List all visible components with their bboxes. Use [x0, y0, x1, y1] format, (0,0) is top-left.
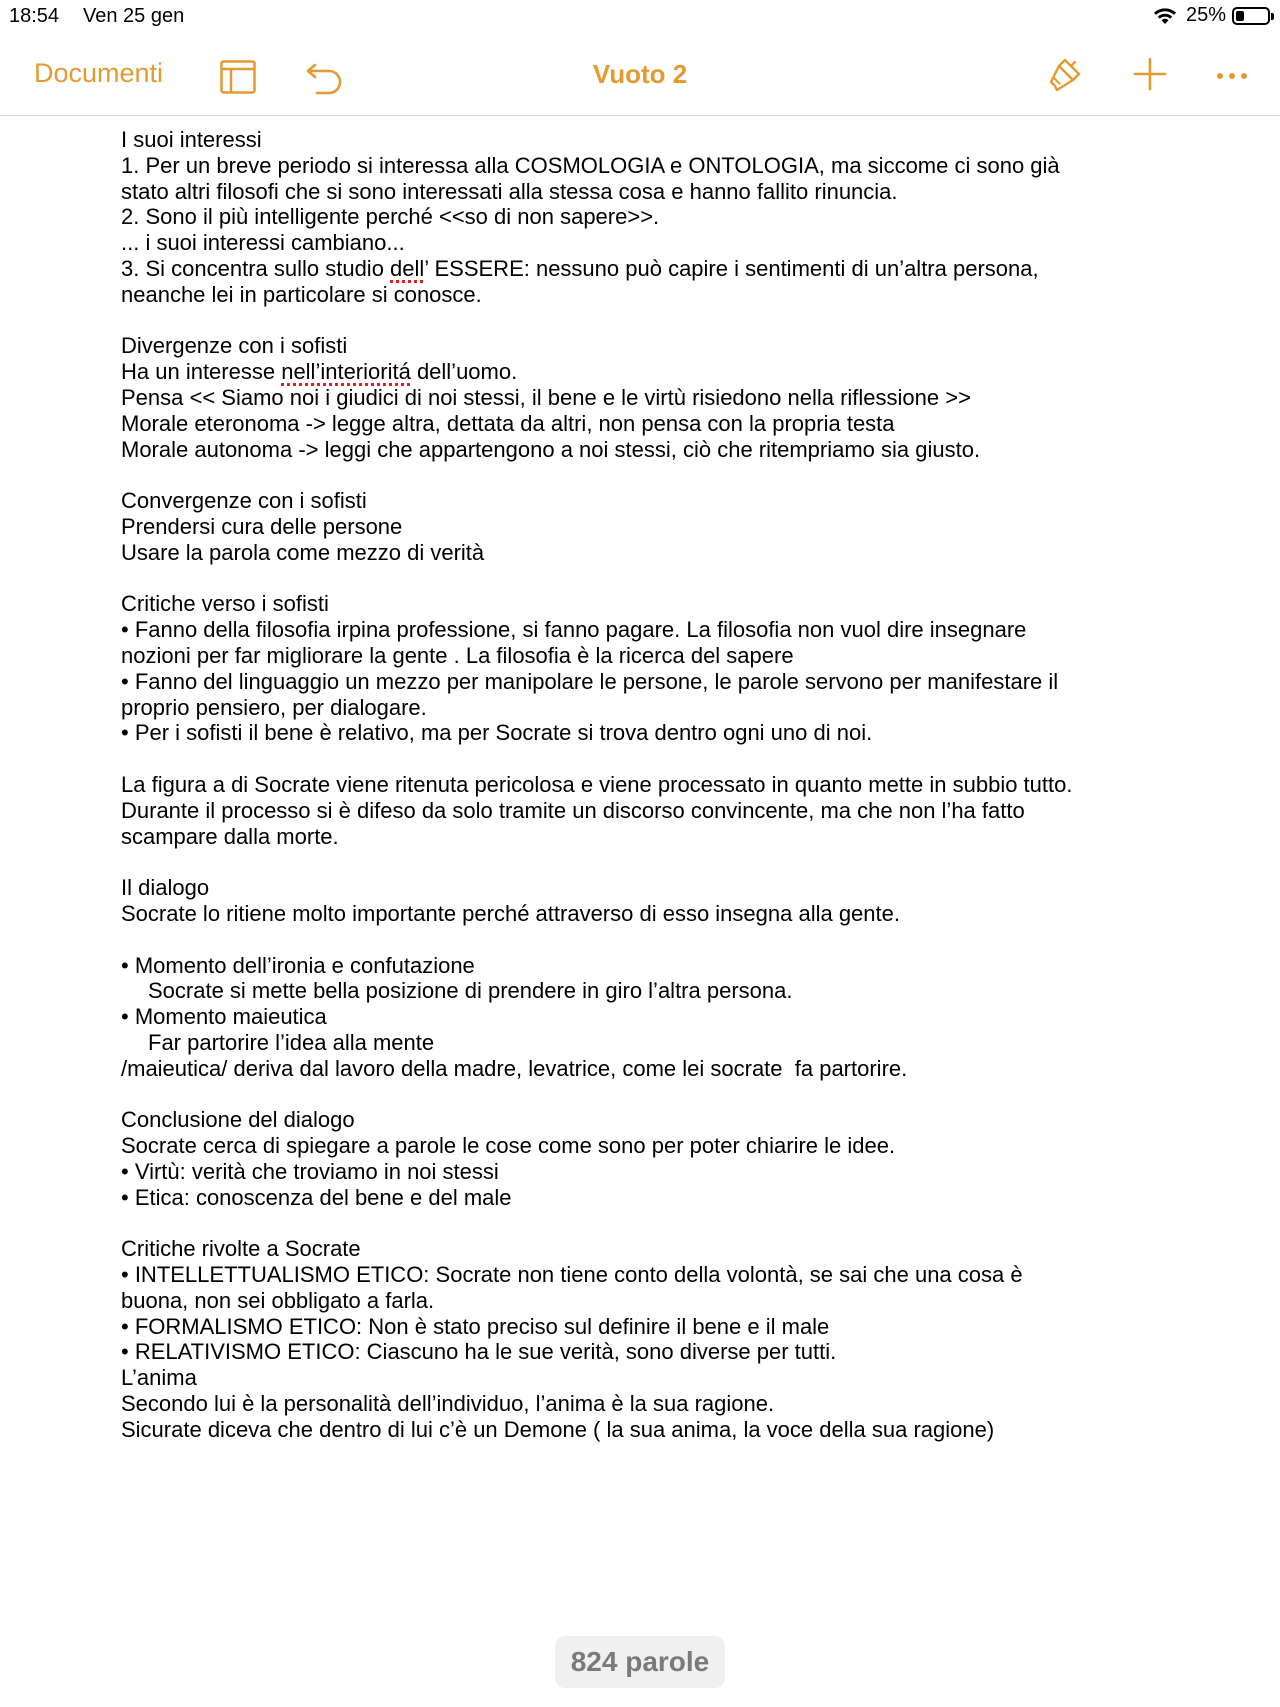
- status-date: Ven 25 gen: [83, 5, 185, 27]
- document-line: • INTELLETTUALISMO ETICO: Socrate non tiene conto della volontà, se sai che una cosa è: [121, 1262, 1023, 1288]
- format-brush-icon[interactable]: [1045, 56, 1085, 96]
- document-line: 3. Si concentra sullo studio dell’ ESSERE: nessuno può capire i sentimenti di un’altra persona,: [121, 255, 1039, 281]
- blank-line: [121, 1210, 1181, 1236]
- blank-line: [121, 566, 1181, 592]
- more-icon[interactable]: [1214, 58, 1250, 94]
- misspelled-word[interactable]: nell’interioritá: [281, 359, 411, 385]
- document-line: Critiche rivolte a Socrate: [121, 1236, 361, 1262]
- undo-icon[interactable]: [305, 59, 345, 95]
- document-line: • Fanno della filosofia irpina professione, si fanno pagare. La filosofia non vuol dire insegnare: [121, 617, 1027, 643]
- status-time: 18:54: [9, 5, 60, 27]
- blank-line: [121, 1081, 1181, 1107]
- document-line: Morale autonoma -> leggi che appartengono a noi stessi, ciò che ritempriamo sia giusto.: [121, 436, 981, 462]
- document-line: Divergenze con i sofisti: [121, 333, 348, 359]
- document-line: proprio pensiero, per dialogare.: [121, 694, 427, 720]
- document-line: Pensa << Siamo noi i giudici di noi stessi, il bene e le virtù risiedono nella riflessione >>: [121, 384, 971, 410]
- document-line: • Momento dell’ironia e confutazione: [121, 952, 475, 978]
- misspelled-word[interactable]: dell: [390, 255, 425, 281]
- blank-line: [121, 849, 1181, 875]
- blank-line: [121, 462, 1181, 488]
- document-line: • Etica: conoscenza del bene e del male: [121, 1184, 512, 1210]
- document-line: Il dialogo: [121, 875, 210, 901]
- document-line: La figura a di Socrate viene ritenuta pericolosa e viene processato in quanto mette in subbio tutto.: [121, 771, 1073, 797]
- document-line: ... i suoi interessi cambiano...: [121, 230, 405, 256]
- document-line: scampare dalla morte.: [121, 823, 339, 849]
- document-line: • Fanno del linguaggio un mezzo per manipolare le persone, le parole servono per manifestare il: [121, 668, 1059, 694]
- document-line: • Virtù: verità che troviamo in noi stessi: [121, 1158, 499, 1184]
- document-line: • FORMALISMO ETICO: Non è stato preciso sul definire il bene e il male: [121, 1313, 830, 1339]
- document-line: L’anima: [121, 1365, 197, 1391]
- document-line: • Per i sofisti il bene è relativo, ma per Socrate si trova dentro ogni uno di noi.: [121, 720, 873, 746]
- blank-line: [121, 746, 1181, 772]
- document-line: 2. Sono il più intelligente perché <<so di non sapere>>.: [121, 204, 660, 230]
- documents-button[interactable]: Documenti: [34, 58, 164, 88]
- document-body[interactable]: [121, 127, 1181, 1443]
- word-count-badge[interactable]: 824 parole: [555, 1636, 725, 1688]
- document-line: Durante il processo si è difeso da solo tramite un discorso convincente, ma che non l’ha fatto: [121, 797, 1025, 823]
- blank-line: [121, 308, 1181, 334]
- document-line: Far partorire l’idea alla mente: [148, 1029, 435, 1055]
- status-indicators: [1152, 4, 1270, 27]
- document-line: Socrate cerca di spiegare a parole le cose come sono per poter chiarire le idee.: [121, 1133, 896, 1159]
- document-line: Socrate si mette bella posizione di prendere in giro l’altra persona.: [148, 978, 793, 1004]
- document-line: nozioni per far migliorare la gente . La filosofia è la ricerca del sapere: [121, 642, 794, 668]
- blank-line: [121, 927, 1181, 953]
- document-title[interactable]: Vuoto 2: [592, 59, 688, 89]
- document-line: • Momento maieutica: [121, 1004, 327, 1030]
- document-line: /maieutica/ deriva dal lavoro della madre, levatrice, come lei socrate fa partorire.: [121, 1055, 908, 1081]
- document-line: 1. Per un breve periodo si interessa alla COSMOLOGIA e ONTOLOGIA, ma siccome ci sono già: [121, 152, 1060, 178]
- document-line: stato altri filosofi che si sono interessati alla stessa cosa e hanno fallito rinuncia.: [121, 178, 898, 204]
- battery-level: [1236, 11, 1244, 21]
- document-line: Usare la parola come mezzo di verità: [121, 539, 485, 565]
- plus-icon[interactable]: [1132, 56, 1168, 92]
- document-line: buona, non sei obbligato a farla.: [121, 1287, 435, 1313]
- document-line: • RELATIVISMO ETICO: Ciascuno ha le sue verità, sono diverse per tutti.: [121, 1339, 837, 1365]
- document-line: Conclusione del dialogo: [121, 1107, 355, 1133]
- document-line: Ha un interesse nell’interioritá dell’uomo.: [121, 359, 518, 385]
- document-line: Morale eteronoma -> legge altra, dettata da altri, non pensa con la propria testa: [121, 410, 895, 436]
- document-line: Sicurate diceva che dentro di lui c’è un Demone ( la sua anima, la voce della sua ragione): [121, 1416, 995, 1442]
- document-line: Critiche verso i sofisti: [121, 591, 329, 617]
- status-bar: [0, 0, 1280, 34]
- document-line: Secondo lui è la personalità dell’individuo, l’anima è la sua ragione.: [121, 1391, 775, 1417]
- battery-icon: [1232, 7, 1270, 25]
- sidebar-view-icon[interactable]: [220, 59, 256, 95]
- document-line: Prendersi cura delle persone: [121, 513, 403, 539]
- document-line: I suoi interessi: [121, 127, 262, 152]
- toolbar: [0, 44, 1280, 116]
- document-line: neanche lei in particolare si conosce.: [121, 281, 482, 307]
- document-line: Socrate lo ritiene molto importante perché attraverso di esso insegna alla gente.: [121, 900, 900, 926]
- battery-percent: 25%: [1185, 4, 1226, 26]
- document-line: Convergenze con i sofisti: [121, 488, 367, 514]
- wifi-icon: [1152, 6, 1178, 26]
